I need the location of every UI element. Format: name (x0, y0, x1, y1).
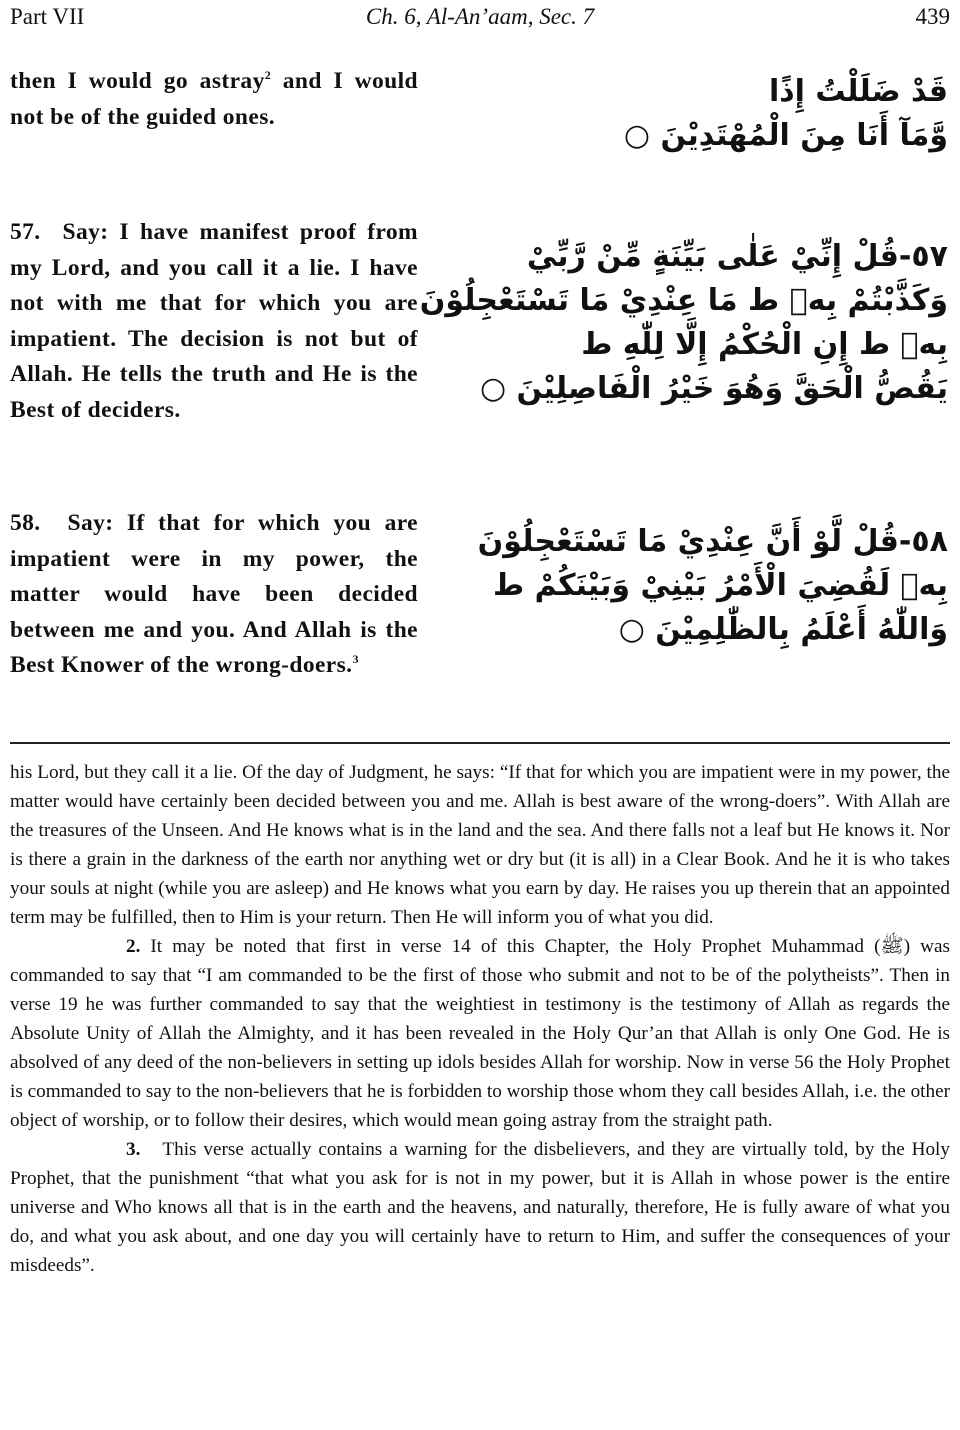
arabic-line: يَقُصُّ الْحَقَّ وَهُوَ خَيْرُ الْفَاصِلِيْنَ ○ (479, 371, 948, 406)
page-number: 439 (915, 4, 950, 29)
part-label: Part VII (10, 4, 85, 29)
footnote-ref[interactable]: 2 (264, 68, 272, 83)
arabic-line: بِهٖ ط إِنِ الْحُكْمُ إِلَّا لِلّٰهِ ط (581, 327, 948, 362)
footnote-ref[interactable]: 3 (352, 652, 359, 667)
page-header (10, 4, 950, 38)
arabic-line: وَاللّٰهُ أَعْلَمُ بِالظّٰلِمِيْنَ ○ (618, 612, 948, 647)
arabic-line: وَّمَآ أَنَا مِنَ الْمُهْتَدِيْنَ ○ (623, 118, 948, 153)
footnote-divider (10, 742, 950, 744)
footnote-3: 3. This verse actually contains a warning for the disbelievers, and they are virtually told, by the Holy Prophet, that the punishment “that what you ask for is not in my power, but it is Allah in whose power is the entire universe and Who knows all that is in the earth and the heavens, and naturally, therefore, He is fully aware of what you do, and what you ask about, and one day you will certainly have to return to Him, and suffer the consequences of your misdeeds”. (10, 1135, 950, 1280)
verse-arabic (478, 520, 948, 652)
footnote-number: 3. (126, 1139, 141, 1160)
arabic-line: ٥٨-قُلْ لَّوْ أَنَّ عِنْدِيْ مَا تَسْتَعْجِلُوْنَ (477, 524, 948, 559)
honorific-glyph: ﷺ (880, 936, 904, 957)
verse-english: 57. Say: I have manifest proof from my Lord, and you call it a lie. I have not with me that for which you are impatient. The decision is not but of Allah. He tells the truth and He is the Best of deciders. (10, 219, 418, 423)
footnote-number: 2. (126, 936, 141, 957)
verse-number: 57. (10, 219, 41, 245)
verse-number: 58. (10, 510, 41, 536)
chapter-title: Ch. 6, Al-An’aam, Sec. 7 (365, 4, 595, 29)
footnote-2: 2. It may be noted that first in verse 14 of this Chapter, the Holy Prophet Muhammad (ﷺ) was commanded to say that “I am commanded to be the first of those who submit and not to be of the polytheists”. Then in verse 19 he was further commanded to say that the weightiest in testimony is the testimony of Allah as regards the Absolute Unity of Allah the Almighty, and it has been revealed in the Holy Qur’an that Allah is only One God. He is absolved of any deed of the non-believers in setting up idols besides Allah for worship. Now in verse 56 the Holy Prophet is commanded to say to the non-believers that he is forbidden to worship those whom they call besides Allah, i.e. the other object of worship, or to follow their desires, which would mean going astray from the straight path. (10, 932, 950, 1135)
arabic-line: قَدْ ضَلَلْتُ إِذًا (768, 74, 948, 109)
arabic-line: بِهٖ لَقُضِيَ الْأَمْرُ بَيْنِيْ وَبَيْنَكُمْ ط (493, 568, 948, 603)
verse-english: 58. Say: If that for which you are impatient were in my power, the matter would have been decided between me and you. And Allah is the Best Knower of the wrong-doers.$^3$ (10, 510, 418, 678)
verse-english: then I would go astray$^2$ and I would not be of the guided ones. (10, 68, 418, 130)
footnote-continuation: his Lord, but they call it a lie. Of the day of Judgment, he says: “If that for which you are impatient were in my power, the matter would have certainly been decided between you and me. Allah is best aware of the wrong-doers”. With Allah are the treasures of the Unseen. And He knows what is in the land and the sea. And there falls not a leaf but He knows it. Nor is there a grain in the darkness of the earth nor anything wet or dry but (it is all) in a Clear Book. And he it is who takes your souls at night (while you are asleep) and He knows what you earn by day. He raises you up therein that an appointed term may be fulfilled, then to Him is your return. Then He will inform you of what you did. (10, 762, 950, 928)
arabic-line: وَكَذَّبْتُمْ بِهٖ ط مَا عِنْدِيْ مَا تَسْتَعْجِلُوْنَ (419, 283, 948, 318)
verse-arabic (420, 235, 948, 411)
arabic-line: ٥٧-قُلْ إِنِّيْ عَلٰى بَيِّنَةٍ مِّنْ رَّبِّيْ (526, 239, 948, 274)
footnotes-section (10, 758, 950, 1280)
verse-arabic (624, 70, 948, 158)
